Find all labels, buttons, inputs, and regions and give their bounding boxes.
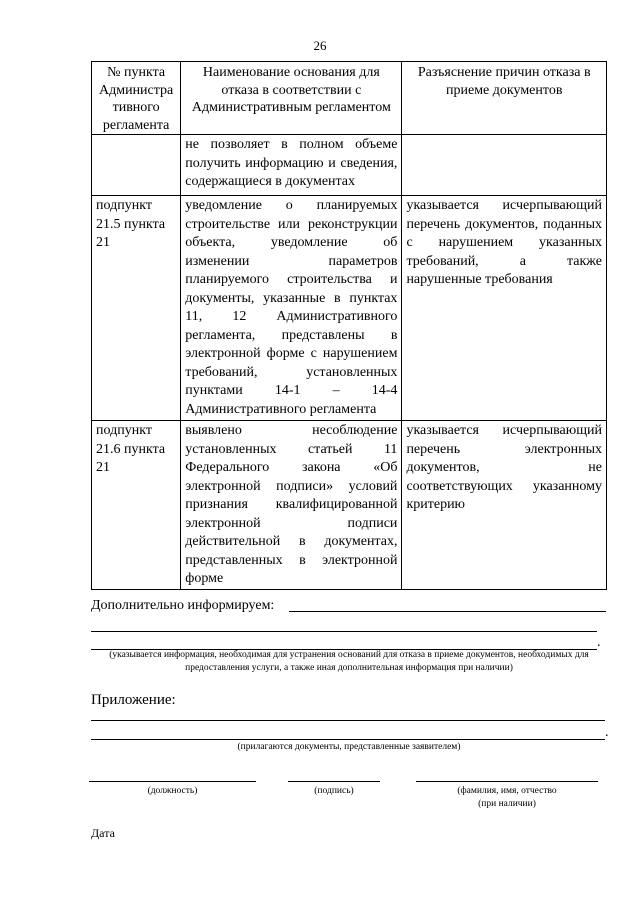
signature-caption: (подпись) [314, 786, 354, 796]
attachment-period: . [605, 725, 609, 740]
row-2-item-number: подпункт 21.5 пункта 21 [92, 196, 181, 421]
attachment-line-1 [91, 720, 605, 721]
row-3-refusal-explanation: указывается исчерпывающий перечень электронных документов, не соответствующих указанному критерию [402, 421, 607, 590]
row-2-refusal-basis: уведомление о планируемых строительстве или реконструкции объекта, уведомление об изменении параметров планируемого строительства и документы, указанные в пунктах 11, 12 Административного регламента, представлены в электронной форме с нарушением требований, установленных пунктами 14-1 – 14-4 Административного регламента [181, 196, 402, 421]
page-number: 26 [313, 38, 327, 53]
table-row [92, 135, 607, 196]
row-1-item-number [92, 135, 181, 196]
additional-info-line-2 [91, 631, 597, 632]
full-name-caption-line-1: (фамилия, имя, отчество [457, 786, 557, 796]
row-1-refusal-basis: не позволяет в полном объеме получить информацию и сведения, содержащиеся в документах [181, 135, 402, 196]
attachment-label: Приложение: [91, 692, 176, 708]
position-caption: (должность) [147, 786, 198, 796]
attachment-line-2 [91, 739, 605, 740]
row-3-refusal-basis: выявлено несоблюдение установленных статьей 11 Федерального закона «Об электронной подписи» условий признания квалифицированной электронной подписи действительной в документах, представленных в электронной форме [181, 421, 402, 590]
header-item-number: № пункта Администра тивного регламента [92, 62, 181, 135]
additional-info-label: Дополнительно информируем: [91, 598, 275, 613]
header-refusal-basis: Наименование основания для отказа в соответствии с Административным регламентом [181, 62, 402, 135]
table-row [92, 421, 607, 590]
row-1-refusal-explanation [402, 135, 607, 196]
additional-info-period: . [597, 635, 601, 650]
additional-info-note: (указывается информация, необходимая для устранения оснований для отказа в приеме документов, необходимых для предоставления услуги, а также иная дополнительная информация при наличии) [109, 650, 589, 673]
row-2-refusal-explanation: указывается исчерпывающий перечень документов, поданных с нарушением указанных требований, а также нарушенные требования [402, 196, 607, 421]
table-row [92, 196, 607, 421]
attachment-note: (прилагаются документы, представленные заявителем) [237, 742, 461, 752]
position-line [89, 781, 256, 782]
date-label: Дата [91, 826, 115, 840]
signature-line [288, 781, 380, 782]
header-refusal-explanation: Разъяснение причин отказа в приеме документов [402, 62, 607, 135]
full-name-line [416, 781, 598, 782]
additional-info-line-1 [289, 611, 606, 612]
full-name-caption-line-2: (при наличии) [478, 799, 536, 809]
row-3-item-number: подпункт 21.6 пункта 21 [92, 421, 181, 590]
refusal-grounds-table [91, 61, 607, 590]
table-header-row [92, 62, 607, 135]
